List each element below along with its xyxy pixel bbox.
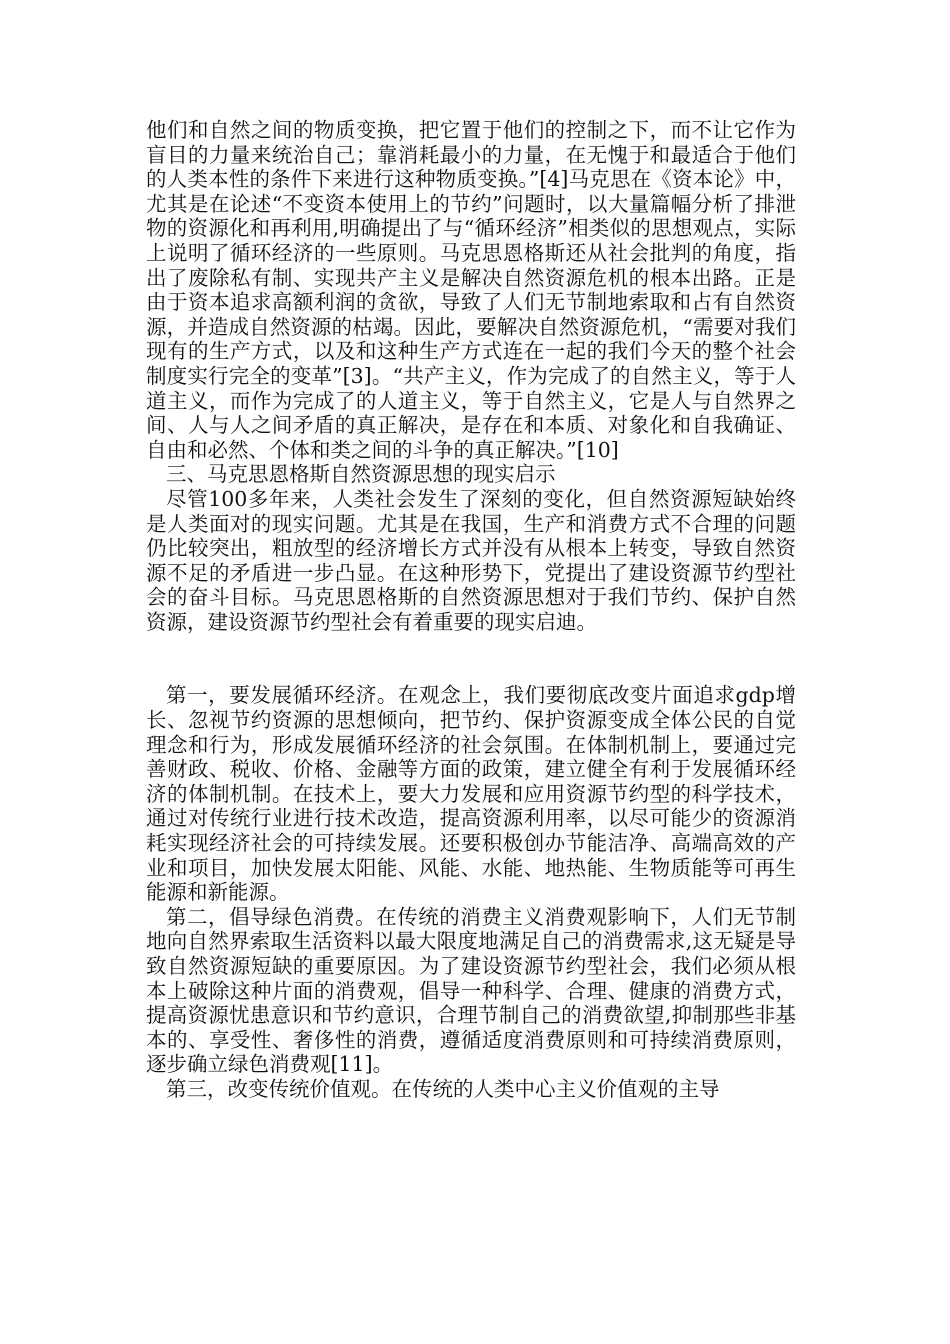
paragraph-third-point: 第三，改变传统价值观。在传统的人类中心主义价值观的主导: [166, 1076, 720, 1101]
section-heading: 三、马克思恩格斯自然资源思想的现实启示: [166, 462, 556, 487]
paragraph-second-point: 第二，倡导绿色消费。在传统的消费主义消费观影响下，人们无节制地向自然界索取生活资料以最大限度地满足自己的消费需求,这无疑是导致自然资源短缺的重要原因。为了建设资源节约型社会，我们必须从根本上破除这种片面的消费观，倡导一种科学、合理、健康的消费方式，提高资源忧患意识和节约意识，合理节制自己的消费欲望,抑制那些非基本的、享受性、奢侈性的消费，遵循适度消费原则和可持续消费原则，逐步确立绿色消费观[11]。: [146, 904, 796, 1077]
paragraph-spacer: [146, 634, 796, 683]
paragraph-marx-continuation: 他们和自然之间的物质变换，把它置于他们的控制之下，而不让它作为盲目的力量来统治自己；靠消耗最小的力量，在无愧于和最适合于他们的人类本性的条件下来进行这种物质变换。”[4]马克思在《资本论》中，尤其是在论述“不变资本使用上的节约”问题时，以大量篇幅分析了排泄物的资源化和再利用,明确提出了与“循环经济”相类似的思想观点，实际上说明了循环经济的一些原则。马克思恩格斯还从社会批判的角度，指出了废除私有制、实现共产主义是解决自然资源危机的根本出路。正是由于资本追求高额利润的贪欲，导致了人们无节制地索取和占有自然资源，并造成自然资源的枯竭。因此，要解决自然资源危机，“需要对我们现有的生产方式，以及和这种生产方式连在一起的我们今天的整个社会制度实行完全的变革”[3]。“共产主义，作为完成了的自然主义，等于人道主义，而作为完成了的人道主义，等于自然主义，它是人与自然界之间、人与人之间矛盾的真正解决，是存在和本质、对象化和自我确证、自由和必然、个体和类之间的斗争的真正解决。”[10]: [146, 118, 796, 462]
document-body: [146, 118, 796, 1102]
paragraph-first-point: 第一，要发展循环经济。在观念上，我们要彻底改变片面追求gdp增长、忽视节约资源的思想倾向，把节约、保护资源变成全体公民的自觉理念和行为，形成发展循环经济的社会氛围。在体制机制上，要通过完善财政、税收、价格、金融等方面的政策，建立健全有利于发展循环经济的体制机制。在技术上，要大力发展和应用资源节约型的科学技术，通过对传统行业进行技术改造，提高资源利用率，以尽可能少的资源消耗实现经济社会的可持续发展。还要积极创办节能洁净、高端高效的产业和项目，加快发展太阳能、风能、水能、地热能、生物质能等可再生能源和新能源。: [146, 683, 796, 905]
paragraph-intro: 尽管100多年来，人类社会发生了深刻的变化，但自然资源短缺始终是人类面对的现实问题。尤其是在我国，生产和消费方式不合理的问题仍比较突出，粗放型的经济增长方式并没有从根本上转变，导致自然资源不足的矛盾进一步凸显。在这种形势下，党提出了建设资源节约型社会的奋斗目标。马克思恩格斯的自然资源思想对于我们节约、保护自然资源，建设资源节约型社会有着重要的现实启迪。: [146, 486, 796, 634]
